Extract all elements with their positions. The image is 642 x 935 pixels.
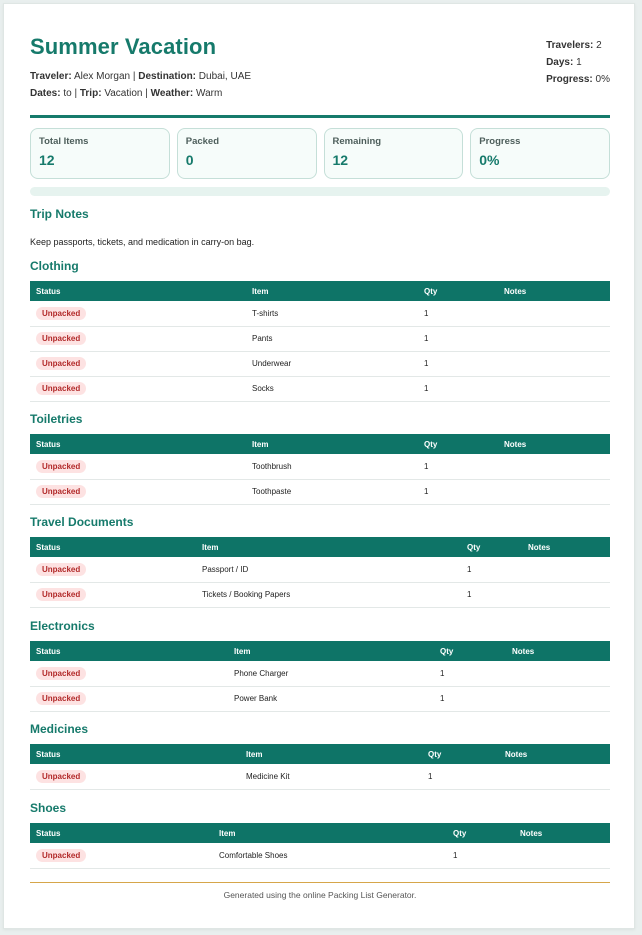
table-shoes xyxy=(30,823,610,869)
status-badge: Unpacked xyxy=(36,382,86,395)
notes-cell xyxy=(522,557,610,582)
traveler-label: Traveler: xyxy=(30,71,72,82)
stat-card-total xyxy=(30,128,170,179)
destination-label: Destination: xyxy=(138,71,197,82)
trip-meta xyxy=(30,68,610,102)
table-row xyxy=(30,557,610,582)
section-title-electronics: Electronics xyxy=(30,619,95,633)
item-cell: Toothbrush xyxy=(252,461,292,471)
qty-cell: 1 xyxy=(428,771,433,781)
notes-cell xyxy=(498,326,610,351)
item-cell: Tickets / Booking Papers xyxy=(202,590,291,599)
qty-cell: 1 xyxy=(424,308,429,318)
footer-text: Generated using the online Packing List Generator. xyxy=(223,890,417,900)
table-travel-documents xyxy=(30,537,610,608)
notes-cell xyxy=(499,764,610,789)
status-cell xyxy=(30,454,246,479)
qty-cell: 1 xyxy=(467,590,472,599)
column-header-status: Status xyxy=(36,646,61,656)
days-line xyxy=(546,54,610,71)
meta-line-2: Dates: to | Trip: Vacation | Weather: Warm xyxy=(30,88,223,99)
footer-divider xyxy=(30,882,610,883)
column-header-notes: Notes xyxy=(504,439,527,449)
stats-cards xyxy=(30,128,610,179)
notes-cell xyxy=(506,686,610,711)
item-cell: Comfortable Shoes xyxy=(219,850,288,860)
days-label: Days: xyxy=(546,57,574,68)
status-badge: Unpacked xyxy=(36,849,86,862)
trip-summary xyxy=(546,37,610,88)
destination-value: Dubai, UAE xyxy=(198,71,252,82)
column-header-qty: Qty xyxy=(467,542,481,552)
page-title: Summer Vacation xyxy=(30,34,217,59)
stat-value: 0% xyxy=(479,152,500,168)
status-cell xyxy=(30,326,246,351)
qty-cell: 1 xyxy=(440,694,445,703)
column-header-item: Item xyxy=(246,749,263,759)
section-title-clothing: Clothing xyxy=(30,259,79,273)
trip-notes-text: Keep passports, tickets, and medication in carry-on bag. xyxy=(30,237,255,247)
column-header-qty: Qty xyxy=(424,439,438,449)
table-row xyxy=(30,582,610,607)
notes-cell xyxy=(498,479,610,504)
table-medicines xyxy=(30,744,610,790)
qty-cell: 1 xyxy=(453,850,458,860)
column-header-notes: Notes xyxy=(505,749,528,759)
status-badge: Unpacked xyxy=(36,588,86,601)
table-clothing xyxy=(30,281,610,402)
table-header-row xyxy=(30,281,610,301)
item-cell: T-shirts xyxy=(252,308,279,318)
status-badge: Unpacked xyxy=(36,563,86,576)
section-title-shoes: Shoes xyxy=(30,801,67,815)
stat-card-packed xyxy=(177,128,317,179)
status-cell xyxy=(30,376,246,401)
progress-value: 0% xyxy=(595,74,610,85)
stat-value: 12 xyxy=(39,152,55,168)
table-header-row xyxy=(30,537,610,557)
item-cell: Socks xyxy=(252,384,274,393)
column-header-item: Item xyxy=(234,646,251,656)
status-badge: Unpacked xyxy=(36,667,86,680)
table-row xyxy=(30,843,610,868)
table-toiletries xyxy=(30,434,610,505)
dates-value: to xyxy=(63,88,72,99)
column-header-status: Status xyxy=(36,439,61,449)
notes-cell xyxy=(506,661,610,686)
notes-cell xyxy=(498,454,610,479)
notes-cell xyxy=(514,843,610,868)
item-cell: Medicine Kit xyxy=(246,771,290,781)
trip-label: Trip: xyxy=(79,88,102,99)
status-cell xyxy=(30,301,246,326)
qty-cell: 1 xyxy=(424,384,429,393)
column-header-status: Status xyxy=(36,286,61,296)
column-header-qty: Qty xyxy=(428,749,442,759)
column-header-qty: Qty xyxy=(424,286,438,296)
table-row xyxy=(30,686,610,711)
notes-cell xyxy=(522,582,610,607)
table-row xyxy=(30,326,610,351)
table-row xyxy=(30,764,610,789)
item-cell: Underwear xyxy=(252,359,292,368)
item-cell: Phone Charger xyxy=(234,668,289,678)
status-cell xyxy=(30,479,246,504)
table-header-row xyxy=(30,641,610,661)
item-cell: Toothpaste xyxy=(252,487,292,496)
dates-label: Dates: xyxy=(30,88,61,99)
meta-line-1: Traveler: Alex Morgan | Destination: Dubai, UAE xyxy=(30,71,252,82)
status-cell xyxy=(30,661,228,686)
status-badge: Unpacked xyxy=(36,332,86,345)
weather-value: Warm xyxy=(196,88,223,99)
qty-cell: 1 xyxy=(440,668,445,678)
table-header-row xyxy=(30,823,610,843)
stat-value: 0 xyxy=(185,152,194,168)
trip-value: Vacation xyxy=(104,88,143,99)
qty-cell: 1 xyxy=(467,564,472,574)
section-title-travel-documents: Travel Documents xyxy=(30,515,134,529)
qty-cell: 1 xyxy=(424,461,429,471)
days-value: 1 xyxy=(576,57,582,68)
stat-label: Remaining xyxy=(332,136,382,147)
stat-value: 12 xyxy=(332,152,349,168)
table-header-row xyxy=(30,744,610,764)
qty-cell: 1 xyxy=(424,487,429,496)
column-header-item: Item xyxy=(219,828,236,838)
column-header-status: Status xyxy=(36,749,61,759)
travelers-label: Travelers: xyxy=(546,40,594,51)
document-header xyxy=(30,34,610,102)
table-row xyxy=(30,351,610,376)
status-cell xyxy=(30,686,228,711)
status-badge: Unpacked xyxy=(36,485,86,498)
section-title-trip-notes: Trip Notes xyxy=(30,207,89,221)
traveler-value: Alex Morgan xyxy=(73,71,131,82)
status-badge: Unpacked xyxy=(36,460,86,473)
table-electronics xyxy=(30,641,610,712)
header-divider xyxy=(30,115,610,118)
status-cell xyxy=(30,764,240,789)
notes-cell xyxy=(498,301,610,326)
weather-label: Weather: xyxy=(150,88,194,99)
item-cell: Pants xyxy=(252,334,273,343)
status-cell xyxy=(30,557,196,582)
progress-label: Progress: xyxy=(546,74,593,85)
section-title-medicines: Medicines xyxy=(30,722,89,736)
column-header-qty: Qty xyxy=(440,646,454,656)
notes-cell xyxy=(498,351,610,376)
column-header-qty: Qty xyxy=(453,828,467,838)
column-header-notes: Notes xyxy=(512,646,535,656)
section-title-toiletries: Toiletries xyxy=(30,412,83,426)
packing-list-sheet xyxy=(3,3,635,929)
table-row xyxy=(30,301,610,326)
column-header-status: Status xyxy=(36,542,61,552)
column-header-notes: Notes xyxy=(520,828,543,838)
column-header-item: Item xyxy=(252,286,269,296)
travelers-line xyxy=(546,37,610,54)
column-header-notes: Notes xyxy=(528,542,551,552)
item-cell: Passport / ID xyxy=(202,564,249,574)
item-cell: Power Bank xyxy=(234,694,278,703)
table-row xyxy=(30,376,610,401)
table-row xyxy=(30,454,610,479)
stat-label: Total Items xyxy=(39,136,89,147)
table-row xyxy=(30,479,610,504)
qty-cell: 1 xyxy=(424,334,429,343)
qty-cell: 1 xyxy=(424,359,429,368)
status-badge: Unpacked xyxy=(36,692,86,705)
stat-card-progress xyxy=(470,128,610,179)
table-row xyxy=(30,661,610,686)
column-header-status: Status xyxy=(36,828,61,838)
progress-bar xyxy=(30,187,610,196)
status-badge: Unpacked xyxy=(36,770,86,783)
progress-line xyxy=(546,71,610,88)
table-header-row xyxy=(30,434,610,454)
status-cell xyxy=(30,843,213,868)
status-badge: Unpacked xyxy=(36,357,86,370)
status-cell xyxy=(30,351,246,376)
column-header-item: Item xyxy=(252,439,269,449)
stat-label: Progress xyxy=(479,136,521,147)
notes-cell xyxy=(498,376,610,401)
stat-card-remaining xyxy=(324,128,464,179)
stat-label: Packed xyxy=(185,136,220,147)
column-header-notes: Notes xyxy=(504,286,527,296)
travelers-value: 2 xyxy=(596,40,602,51)
status-cell xyxy=(30,582,196,607)
status-badge: Unpacked xyxy=(36,307,86,320)
column-header-item: Item xyxy=(202,542,219,552)
